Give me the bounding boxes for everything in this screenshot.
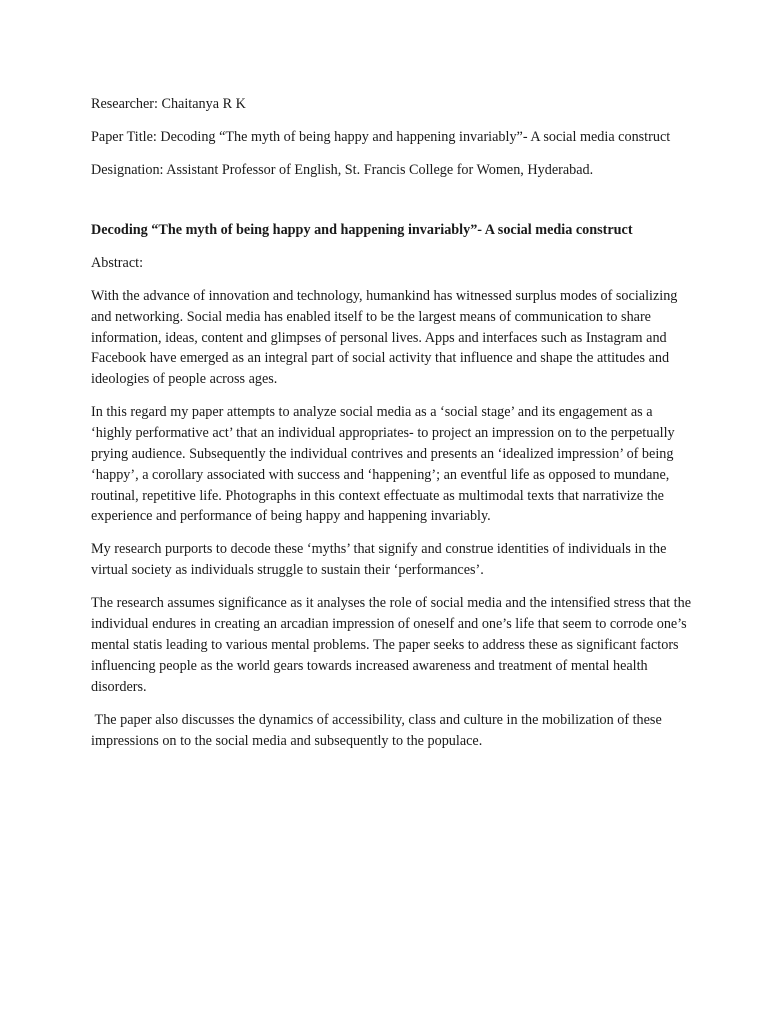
- abstract-paragraph-2: In this regard my paper attempts to analyze social media as a ‘social stage’ and its engagement as a ‘highly performative act’ that an individual appropriates- to project an impression on to the perpetually prying audience. Subsequently the individual contrives and presents an ‘idealized impression’ of being ‘happy’, a corollary associated with success and ‘happening’; an eventful life as opposed to mundane, routinal, repetitive life. Photographs in this context effectuate as multimodal texts that narrativize the experience and performance of being happy and happening invariably.: [91, 404, 675, 525]
- abstract-paragraph-1: With the advance of innovation and technology, humankind has witnessed surplus modes of socializing and networking. Social media has enabled itself to be the largest means of communication to share information, ideas, content and glimpses of personal lives. Apps and interfaces such as Instagram and Facebook have emerged as an integral part of social activity that influence and shape the attitudes and ideologies of people across ages.: [91, 287, 678, 388]
- document-body: [91, 94, 691, 764]
- section-spacer: [91, 194, 691, 220]
- abstract-paragraph-3: My research purports to decode these ‘myths’ that signify and construe identities of individuals in the virtual society as individuals struggle to sustain their ‘performances’.: [91, 541, 667, 579]
- abstract-paragraph-5: The paper also discusses the dynamics of accessibility, class and culture in the mobilization of these impressions on to the social media and subsequently to the populace.: [91, 711, 666, 749]
- designation-line: Designation: Assistant Professor of English, St. Francis College for Women, Hyderabad.: [91, 162, 594, 179]
- abstract-label: Abstract:: [91, 254, 144, 271]
- abstract-paragraph-4: The research assumes significance as it analyses the role of social media and the intensified stress that the individual endures in creating an arcadian impression of oneself and one’s life that seem to corrode one’s mental statis leading to various mental problems. The paper seeks to address these as significant factors influencing people as the world gears towards increased awareness and treatment of mental health disorders.: [91, 595, 692, 695]
- paper-title-line: Paper Title: Decoding “The myth of being happy and happening invariably”- A social media construct: [91, 129, 671, 146]
- researcher-line: Researcher: Chaitanya R K: [91, 96, 246, 112]
- document-title: Decoding “The myth of being happy and happening invariably”- A social media construct: [91, 221, 633, 238]
